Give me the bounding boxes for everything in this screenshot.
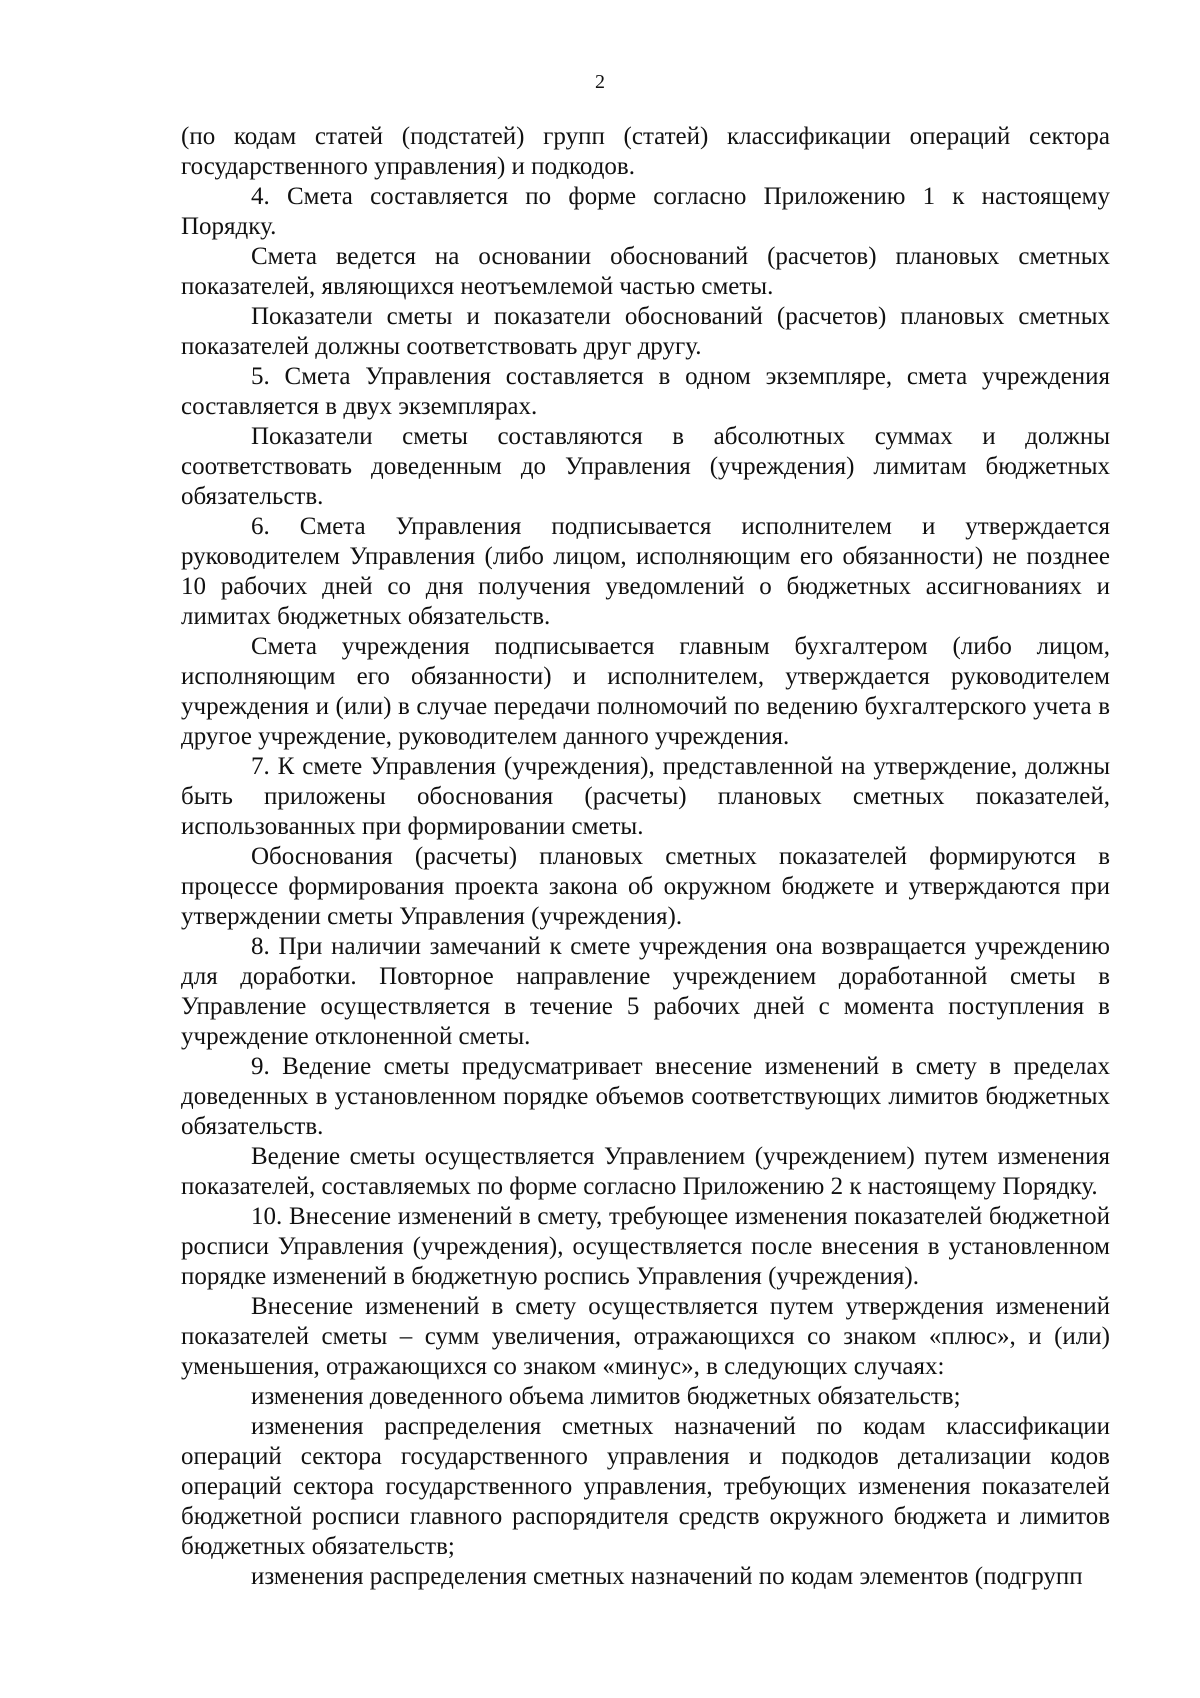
paragraph-continuation: (по кодам статей (подстатей) групп (статей) классификации операций сектора государственного управления) и подкодов. [181,123,1110,180]
paragraph-item-5: 5. Смета Управления составляется в одном экземпляре, смета учреждения составляется в двух экземплярах. [181,363,1110,420]
paragraph: Показатели сметы и показатели обоснований (расчетов) плановых сметных показателей должны соответствовать друг другу. [181,303,1110,360]
paragraph-item-7: 7. К смете Управления (учреждения), представленной на утверждение, должны быть приложены обоснования (расчеты) плановых сметных показателей, использованных при формировании сметы. [181,753,1110,840]
list-item: изменения распределения сметных назначений по кодам элементов (подгрупп [251,1563,1083,1590]
paragraph: Показатели сметы составляются в абсолютных суммах и должны соответствовать доведенным до Управления (учреждения) лимитам бюджетных обязательств. [181,423,1110,510]
paragraph: Ведение сметы осуществляется Управлением (учреждением) путем изменения показателей, составляемых по форме согласно Приложению 2 к настоящему Порядку. [181,1143,1110,1200]
paragraph: Внесение изменений в смету осуществляется путем утверждения изменений показателей сметы – сумм увеличения, отражающихся со знаком «плюс», и (или) уменьшения, отражающихся со знаком «минус», в следующих случаях: [181,1293,1110,1380]
paragraph-item-4: 4. Смета составляется по форме согласно Приложению 1 к настоящему Порядку. [181,183,1110,240]
list-item: изменения распределения сметных назначений по кодам классификации операций сектора государственного управления и подкодов детализации кодов операций сектора государственного управления, требующих изменения показателей бюджетной росписи главного распорядителя средств окружного бюджета и лимитов бюджетных обязательств; [181,1413,1110,1560]
paragraph: Обоснования (расчеты) плановых сметных показателей формируются в процессе формирования проекта закона об окружном бюджете и утверждаются при утверждении сметы Управления (учреждения). [181,843,1110,930]
paragraph-item-6: 6. Смета Управления подписывается исполнителем и утверждается руководителем Управления (либо лицом, исполняющим его обязанности) не позднее 10 рабочих дней со дня получения уведомлений о бюджетных ассигнованиях и лимитах бюджетных обязательств. [181,513,1110,630]
paragraph: Смета учреждения подписывается главным бухгалтером (либо лицом, исполняющим его обязанности) и исполнителем, утверждается руководителем учреждения и (или) в случае передачи полномочий по ведению бухгалтерского учета в другое учреждение, руководителем данного учреждения. [181,633,1110,750]
paragraph-item-8: 8. При наличии замечаний к смете учреждения она возвращается учреждению для доработки. Повторное направление учреждением доработанной сметы в Управление осуществляется в течение 5 рабочих дней с момента поступления в учреждение отклоненной сметы. [181,933,1110,1050]
page-number: 2 [595,71,605,93]
paragraph-item-10: 10. Внесение изменений в смету, требующее изменения показателей бюджетной росписи Управления (учреждения), осуществляется после внесения в установленном порядке изменений в бюджетную роспись Управления (учреждения). [181,1203,1110,1290]
list-item: изменения доведенного объема лимитов бюджетных обязательств; [251,1383,961,1410]
paragraph-item-9: 9. Ведение сметы предусматривает внесение изменений в смету в пределах доведенных в установленном порядке объемов соответствующих лимитов бюджетных обязательств. [181,1053,1110,1140]
document-body [181,122,1110,1592]
paragraph: Смета ведется на основании обоснований (расчетов) плановых сметных показателей, являющихся неотъемлемой частью сметы. [181,243,1110,300]
